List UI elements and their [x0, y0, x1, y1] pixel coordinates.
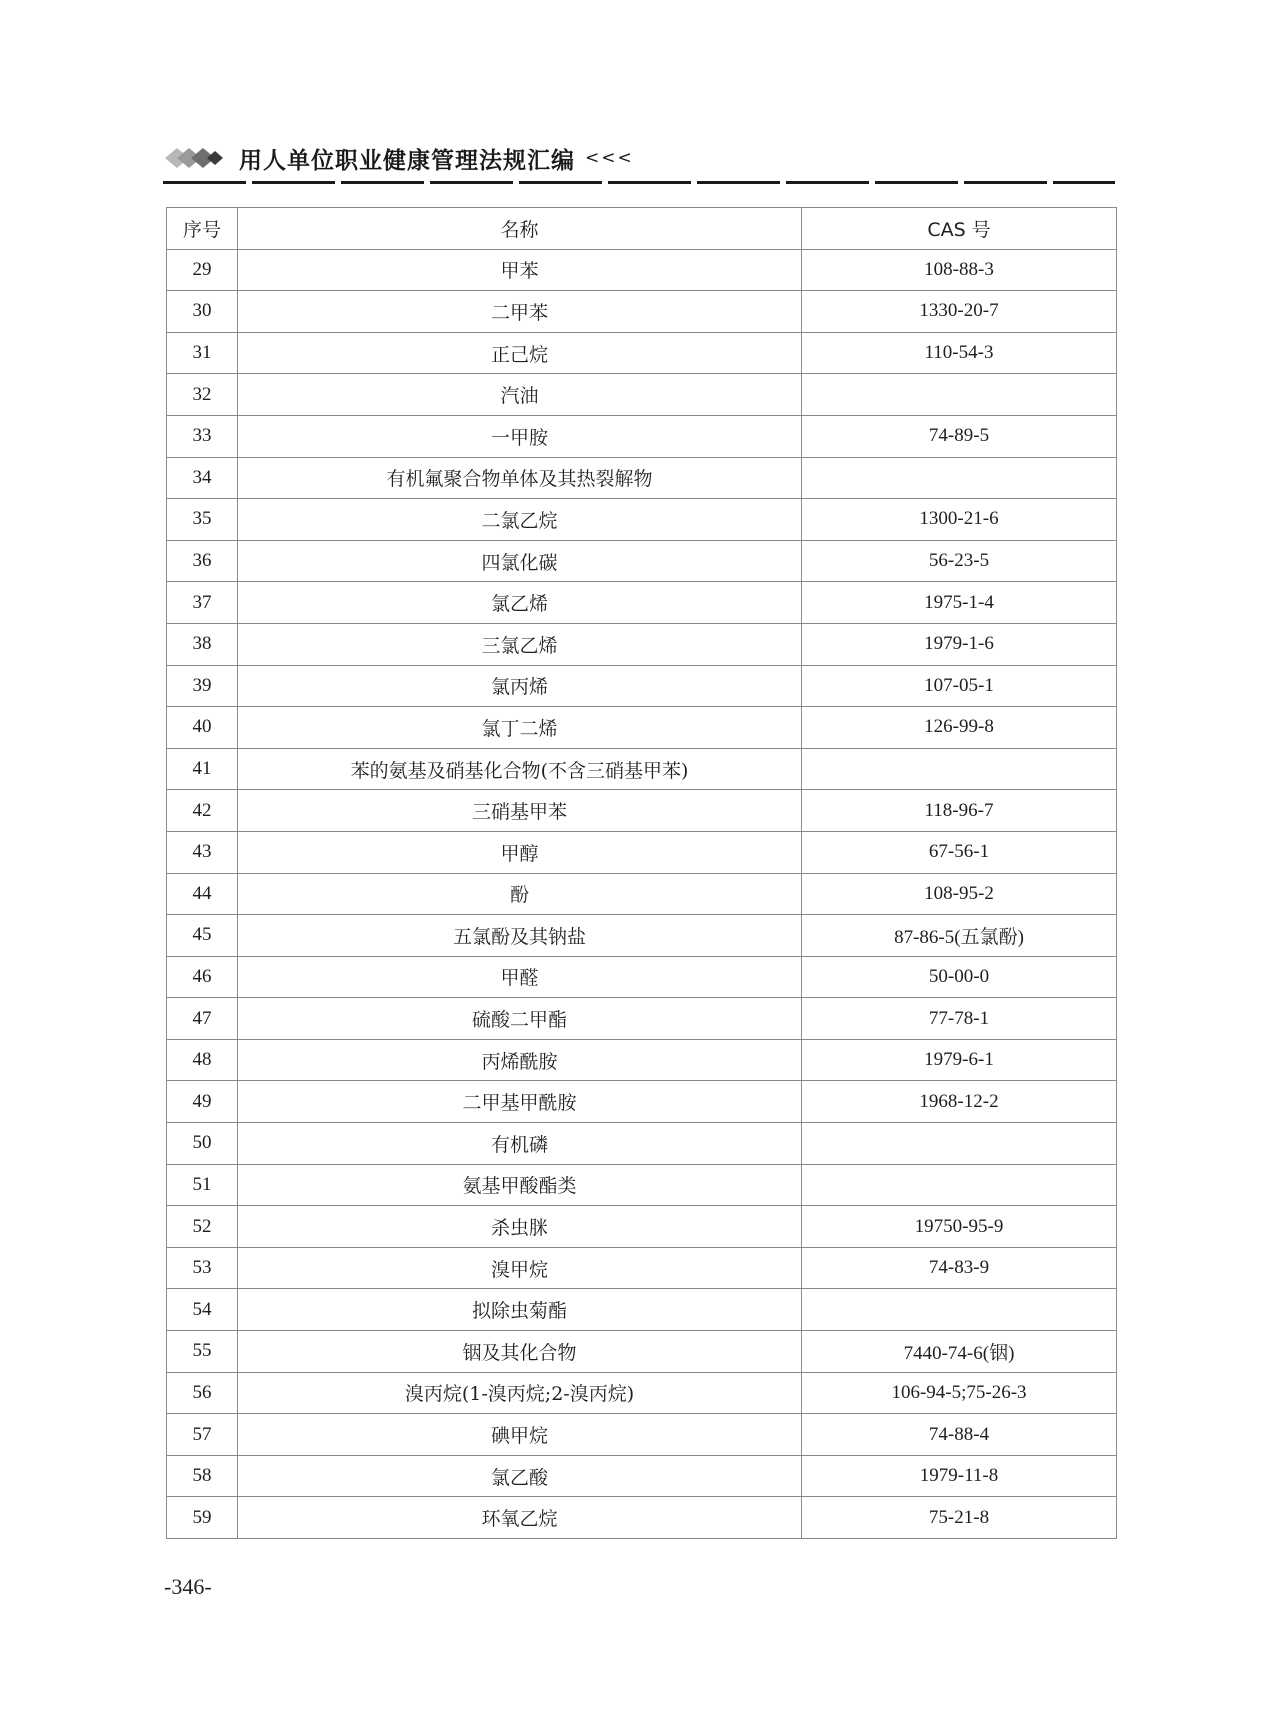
table-row: [167, 1206, 1117, 1248]
table-row: [167, 873, 1117, 915]
row-index: 59: [167, 1497, 238, 1539]
row-index: 58: [167, 1455, 238, 1497]
cas-number: 108-88-3: [802, 249, 1117, 291]
cas-number: [802, 1289, 1117, 1331]
table-row: [167, 1372, 1117, 1414]
table-row: [167, 707, 1117, 749]
table-row: [167, 831, 1117, 873]
table-row: [167, 748, 1117, 790]
page-number: -346-: [164, 1574, 212, 1599]
chemical-name: 氯丙烯: [238, 665, 802, 707]
chemical-name: 有机氟聚合物单体及其热裂解物: [238, 457, 802, 499]
row-index: 30: [167, 291, 238, 333]
chemical-name: 丙烯酰胺: [238, 1039, 802, 1081]
chemical-name: 三氯乙烯: [238, 623, 802, 665]
table-row: [167, 956, 1117, 998]
column-header-cas: CAS 号: [802, 208, 1117, 250]
table-row: [167, 790, 1117, 832]
cas-number: [802, 457, 1117, 499]
row-index: 47: [167, 998, 238, 1040]
cas-number: 67-56-1: [802, 831, 1117, 873]
cas-number: 126-99-8: [802, 707, 1117, 749]
chemical-name: 汽油: [238, 374, 802, 416]
chemical-name: 氯乙烯: [238, 582, 802, 624]
row-index: 54: [167, 1289, 238, 1331]
chemical-name: 正己烷: [238, 332, 802, 374]
cas-number: 1300-21-6: [802, 499, 1117, 541]
table-row: [167, 374, 1117, 416]
chemical-name: 二氯乙烷: [238, 499, 802, 541]
column-header-index: 序号: [167, 208, 238, 250]
header-arrows: <<<: [585, 148, 634, 168]
table-row: [167, 457, 1117, 499]
table-row: [167, 1289, 1117, 1331]
row-index: 48: [167, 1039, 238, 1081]
chemical-name: 一甲胺: [238, 415, 802, 457]
cas-number: 1975-1-4: [802, 582, 1117, 624]
cas-number: [802, 1123, 1117, 1165]
chemical-name: 拟除虫菊酯: [238, 1289, 802, 1331]
chemical-name: 二甲基甲酰胺: [238, 1081, 802, 1123]
cas-number: 74-89-5: [802, 415, 1117, 457]
row-index: 36: [167, 540, 238, 582]
cas-number: 87-86-5(五氯酚): [802, 915, 1117, 957]
row-index: 49: [167, 1081, 238, 1123]
table-row: [167, 623, 1117, 665]
chemical-name: 氯丁二烯: [238, 707, 802, 749]
cas-number: 19750-95-9: [802, 1206, 1117, 1248]
cas-number: 106-94-5;75-26-3: [802, 1372, 1117, 1414]
table-row: [167, 1497, 1117, 1539]
table-row: [167, 415, 1117, 457]
table-row: [167, 582, 1117, 624]
cas-number: 1979-11-8: [802, 1455, 1117, 1497]
diamond-logo-icon: [163, 145, 229, 171]
running-header: [163, 138, 634, 178]
row-index: 56: [167, 1372, 238, 1414]
chemical-name: 环氧乙烷: [238, 1497, 802, 1539]
table-row: [167, 332, 1117, 374]
row-index: 38: [167, 623, 238, 665]
chemical-name: 杀虫脒: [238, 1206, 802, 1248]
cas-number: 1330-20-7: [802, 291, 1117, 333]
row-index: 31: [167, 332, 238, 374]
row-index: 53: [167, 1247, 238, 1289]
chemical-name: 铟及其化合物: [238, 1331, 802, 1373]
row-index: 37: [167, 582, 238, 624]
row-index: 57: [167, 1414, 238, 1456]
row-index: 44: [167, 873, 238, 915]
table-row: [167, 291, 1117, 333]
row-index: 33: [167, 415, 238, 457]
cas-number: [802, 748, 1117, 790]
table-row: [167, 998, 1117, 1040]
table-row: [167, 1123, 1117, 1165]
table-row: [167, 540, 1117, 582]
table-row: [167, 499, 1117, 541]
chemical-name: 酚: [238, 873, 802, 915]
cas-number: 56-23-5: [802, 540, 1117, 582]
chemical-name: 二甲苯: [238, 291, 802, 333]
chemical-name: 碘甲烷: [238, 1414, 802, 1456]
cas-number: 1979-1-6: [802, 623, 1117, 665]
table-row: [167, 1081, 1117, 1123]
chemical-name: 氨基甲酸酯类: [238, 1164, 802, 1206]
row-index: 29: [167, 249, 238, 291]
row-index: 35: [167, 499, 238, 541]
cas-number: 110-54-3: [802, 332, 1117, 374]
cas-number: 118-96-7: [802, 790, 1117, 832]
cas-number: 1968-12-2: [802, 1081, 1117, 1123]
cas-number: 1979-6-1: [802, 1039, 1117, 1081]
cas-number: 107-05-1: [802, 665, 1117, 707]
chemical-name: 硫酸二甲酯: [238, 998, 802, 1040]
table-row: [167, 1164, 1117, 1206]
cas-number: 50-00-0: [802, 956, 1117, 998]
row-index: 46: [167, 956, 238, 998]
chemical-name: 五氯酚及其钠盐: [238, 915, 802, 957]
row-index: 40: [167, 707, 238, 749]
table-row: [167, 665, 1117, 707]
chemical-name: 甲苯: [238, 249, 802, 291]
row-index: 42: [167, 790, 238, 832]
chemical-table: [166, 207, 1117, 1539]
cas-number: [802, 1164, 1117, 1206]
cas-number: 75-21-8: [802, 1497, 1117, 1539]
cas-number: 74-88-4: [802, 1414, 1117, 1456]
chemical-name: 溴丙烷(1-溴丙烷;2-溴丙烷): [238, 1372, 802, 1414]
row-index: 32: [167, 374, 238, 416]
table-row: [167, 1039, 1117, 1081]
chemical-name: 氯乙酸: [238, 1455, 802, 1497]
chemical-name: 三硝基甲苯: [238, 790, 802, 832]
table-body: [167, 249, 1117, 1538]
row-index: 52: [167, 1206, 238, 1248]
chemical-name: 甲醇: [238, 831, 802, 873]
cas-number: [802, 374, 1117, 416]
chemical-name: 苯的氨基及硝基化合物(不含三硝基甲苯): [238, 748, 802, 790]
table-row: [167, 1247, 1117, 1289]
row-index: 41: [167, 748, 238, 790]
chemical-name: 溴甲烷: [238, 1247, 802, 1289]
table-row: [167, 1331, 1117, 1373]
row-index: 39: [167, 665, 238, 707]
column-header-name: 名称: [238, 208, 802, 250]
book-title: 用人单位职业健康管理法规汇编: [239, 147, 575, 174]
table-header-row: [167, 208, 1117, 250]
table-row: [167, 1455, 1117, 1497]
row-index: 43: [167, 831, 238, 873]
cas-number: 7440-74-6(铟): [802, 1331, 1117, 1373]
row-index: 34: [167, 457, 238, 499]
table-row: [167, 1414, 1117, 1456]
row-index: 55: [167, 1331, 238, 1373]
row-index: 51: [167, 1164, 238, 1206]
row-index: 45: [167, 915, 238, 957]
row-index: 50: [167, 1123, 238, 1165]
chemical-name: 有机磷: [238, 1123, 802, 1165]
table-row: [167, 249, 1117, 291]
chemical-name: 四氯化碳: [238, 540, 802, 582]
cas-number: 77-78-1: [802, 998, 1117, 1040]
table-row: [167, 915, 1117, 957]
header-dashed-rule: [163, 181, 1115, 184]
chemical-name: 甲醛: [238, 956, 802, 998]
cas-number: 74-83-9: [802, 1247, 1117, 1289]
cas-number: 108-95-2: [802, 873, 1117, 915]
